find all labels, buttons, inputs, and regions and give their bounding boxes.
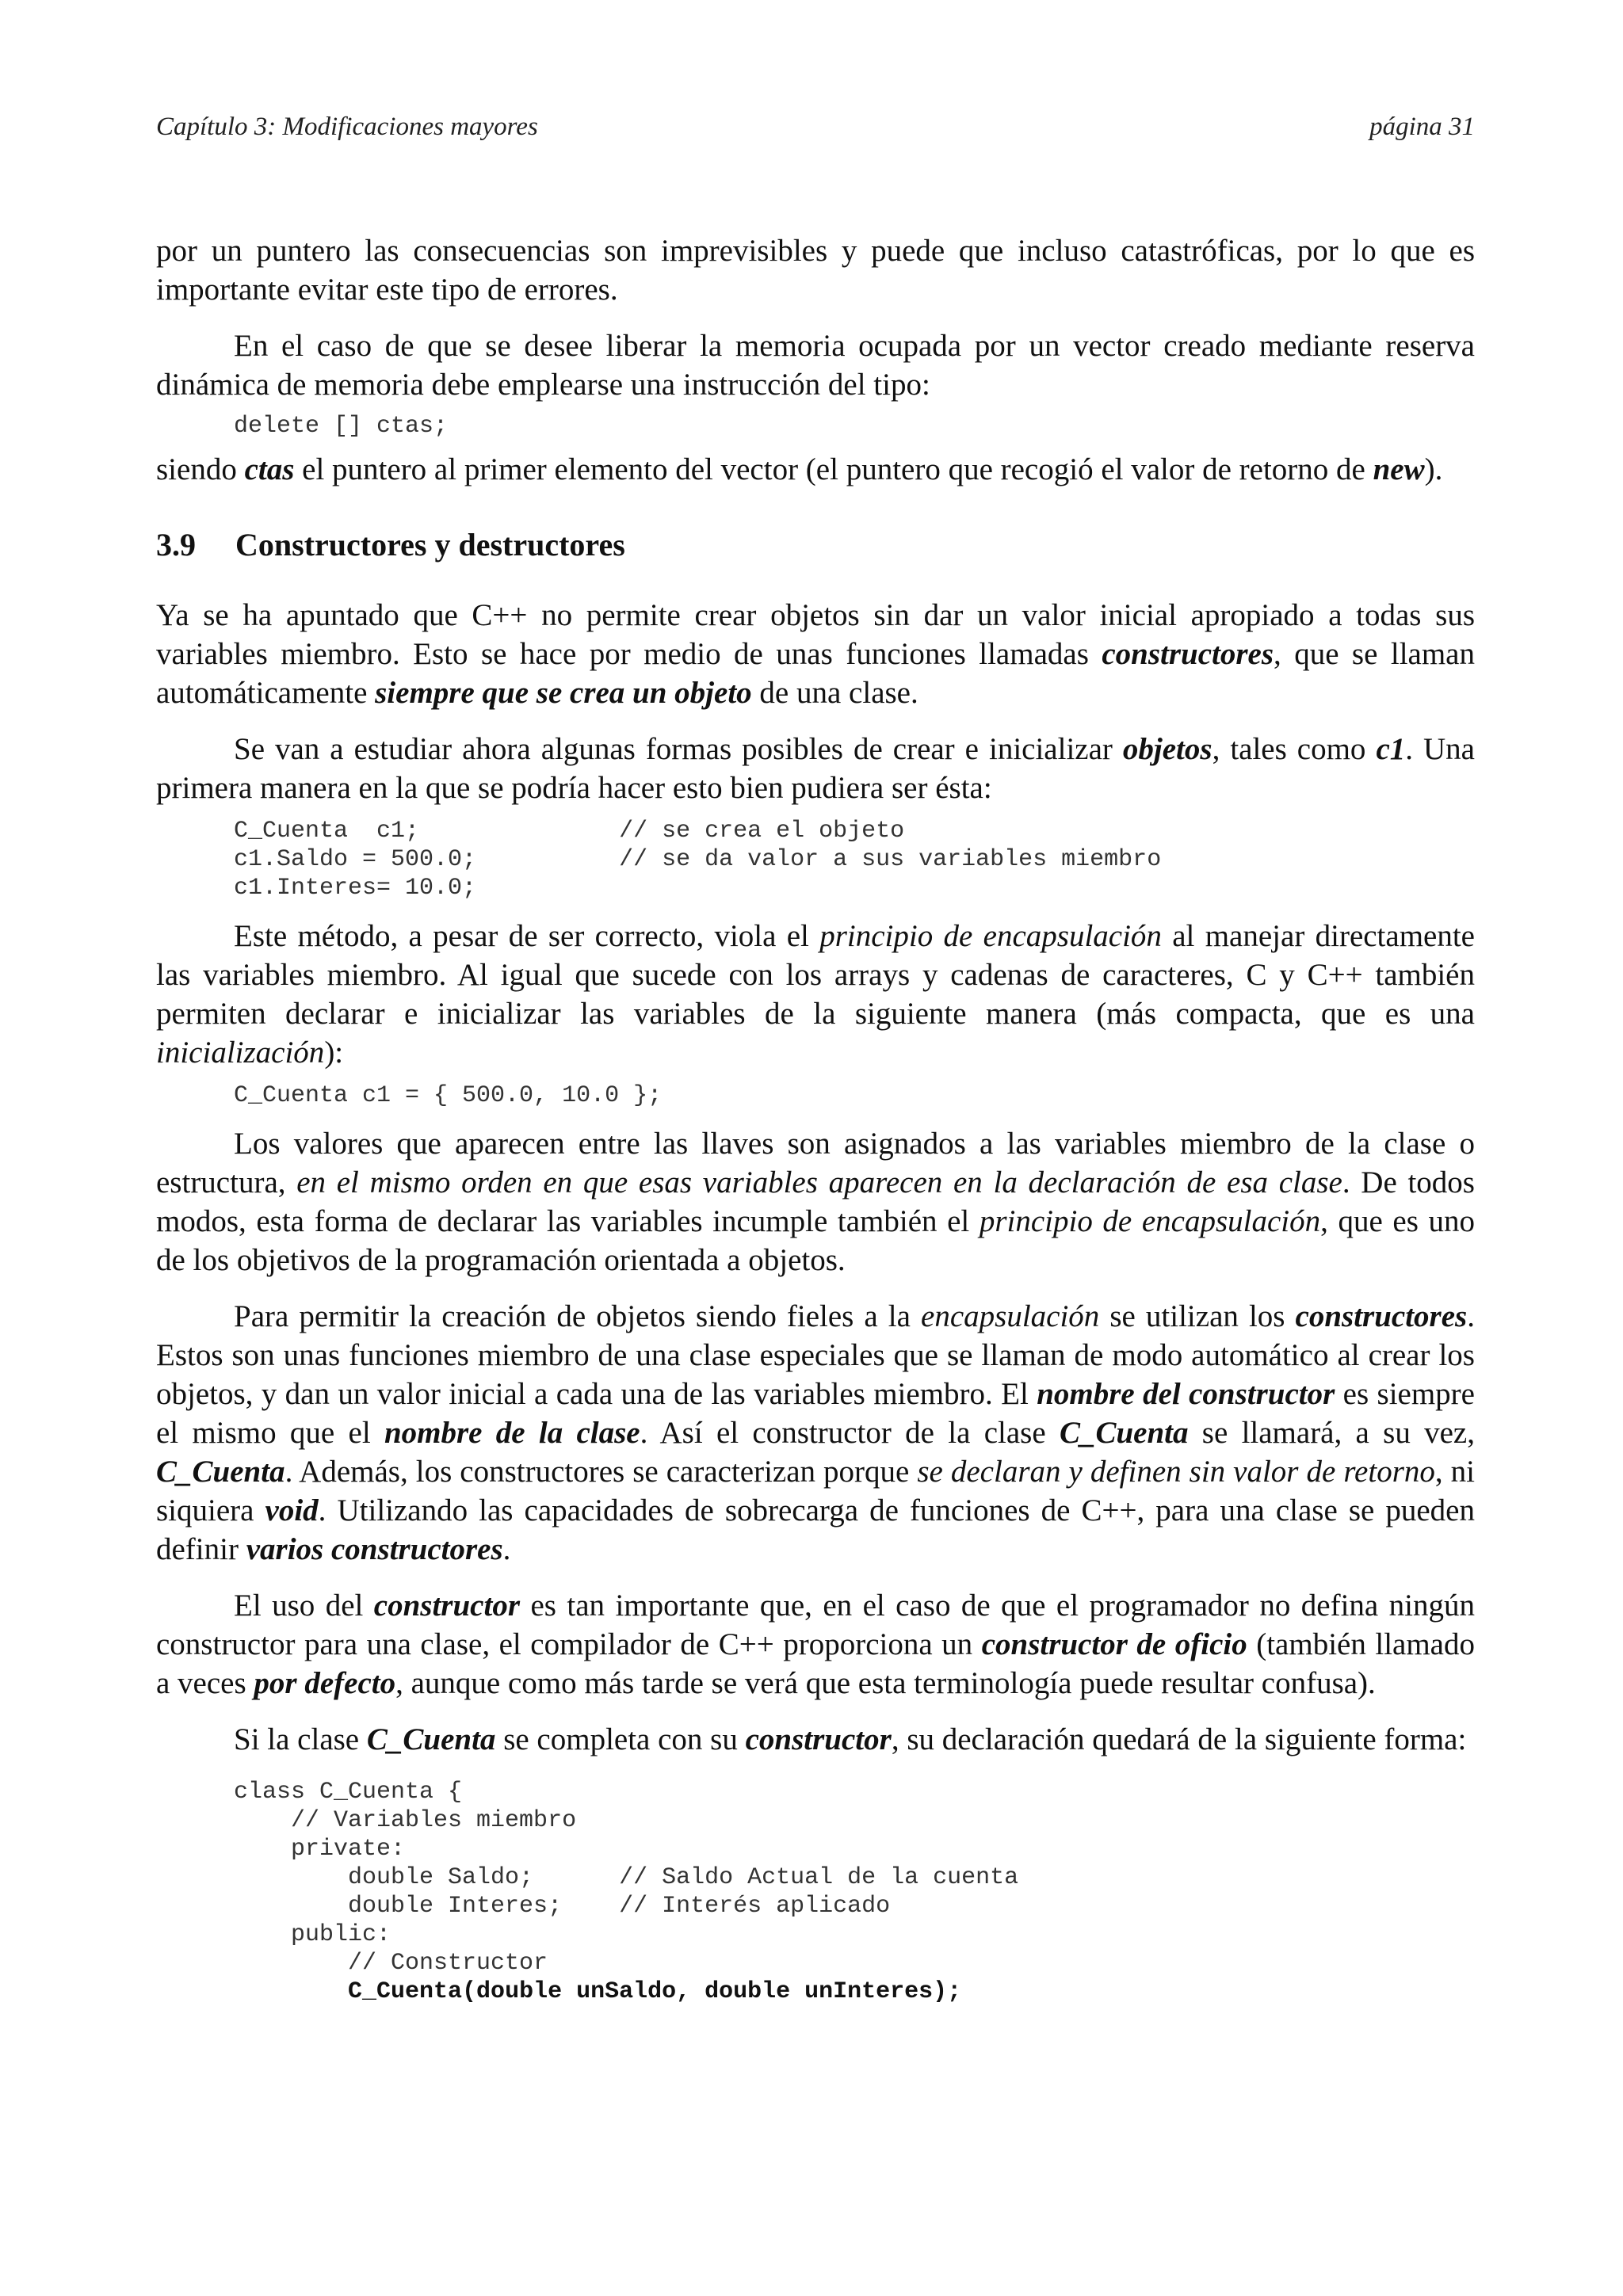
code-block: C_Cuenta c1 = { 500.0, 10.0 }; <box>234 1082 663 1109</box>
emphasis: varios constructores <box>246 1532 503 1566</box>
emphasis: void <box>265 1493 319 1527</box>
paragraph: Se van a estudiar ahora algunas formas posibles de crear e inicializar objetos, tales como c1. Una primera manera en la que se podría hacer esto bien pudiera ser ésta: <box>156 732 1475 805</box>
emphasis: principio de encapsulación <box>819 919 1162 953</box>
emphasis: constructores <box>1295 1299 1468 1333</box>
code-block <box>234 1778 1475 2006</box>
code-block: delete [] ctas; <box>234 413 449 440</box>
emphasis: en el mismo orden en que esas variables aparecen en la declaración de esa clase <box>296 1165 1342 1199</box>
section-number: 3.9 <box>156 527 196 563</box>
emphasis: C_Cuenta <box>366 1722 496 1756</box>
code-block: C_Cuenta c1; // se crea el objeto c1.Saldo = 500.0; // se da valor a sus variables miembro c1.Interes= 10.0; <box>234 818 1162 902</box>
paragraph: En el caso de que se desee liberar la memoria ocupada por un vector creado mediante reserva dinámica de memoria debe emplearse una instrucción del tipo: <box>156 329 1475 402</box>
emphasis: se declaran y definen sin valor de retorno <box>917 1455 1435 1489</box>
emphasis: nombre de la clase <box>384 1416 640 1450</box>
emphasis: por defecto <box>254 1666 396 1700</box>
emphasis: C_Cuenta <box>156 1455 285 1489</box>
emphasis: siempre que se crea un objeto <box>375 676 752 710</box>
emphasis: encapsulación <box>921 1299 1100 1333</box>
paragraph: El uso del constructor es tan importante que, en el caso de que el programador no defina ningún constructor para una clase, el compilador de C++ proporciona un constructor de oficio (también llamado a veces por defecto, aunque como más tarde se verá que esta terminología puede resultar confusa). <box>156 1589 1475 1700</box>
emphasis: constructor <box>745 1722 892 1756</box>
emphasis: objetos <box>1122 732 1212 766</box>
chapter-title: Capítulo 3: Modificaciones mayores <box>156 113 538 141</box>
paragraph: Ya se ha apuntado que C++ no permite crear objetos sin dar un valor inicial apropiado a todas sus variables miembro. Esto se hace por medio de unas funciones llamadas constructores, que se llaman automáticamente siempre que se crea un objeto de una clase. <box>156 598 1475 710</box>
emphasis: new <box>1373 452 1425 486</box>
page-content <box>156 231 1475 2006</box>
emphasis: nombre del constructor <box>1037 1377 1335 1411</box>
paragraph: siendo ctas el puntero al primer elemento del vector (el puntero que recogió el valor de retorno de new). <box>156 452 1443 486</box>
emphasis: constructor de oficio <box>981 1627 1247 1661</box>
emphasis: principio de encapsulación <box>979 1204 1321 1238</box>
emphasis: constructor <box>373 1589 520 1623</box>
paragraph: por un puntero las consecuencias son imprevisibles y puede que incluso catastróficas, por lo que es importante evitar este tipo de errores. <box>156 234 1475 307</box>
emphasis: c1 <box>1376 732 1406 766</box>
section-title: Constructores y destructores <box>235 527 625 563</box>
paragraph: Si la clase C_Cuenta se completa con su constructor, su declaración quedará de la siguiente forma: <box>234 1722 1467 1756</box>
paragraph: Para permitir la creación de objetos siendo fieles a la encapsulación se utilizan los constructores. Estos son unas funciones miembro de una clase especiales que se llaman de modo automático al crear los objetos, y dan un valor inicial a cada una de las variables miembro. El nombre del constructor es siempre el mismo que el nombre de la clase. Así el constructor de la clase C_Cuenta se llamará, a su vez, C_Cuenta. Además, los constructores se caracterizan porque se declaran y definen sin valor de retorno, ni siquiera void. Utilizando las capacidades de sobrecarga de funciones de C++, para una clase se pueden definir varios constructores. <box>156 1299 1475 1566</box>
emphasis: C_Cuenta <box>1059 1416 1189 1450</box>
paragraph: Este método, a pesar de ser correcto, viola el principio de encapsulación al manejar directamente las variables miembro. Al igual que sucede con los arrays y cadenas de caracteres, C y C++ también permiten declarar e inicializar las variables de la siguiente manera (más compacta, que es una inicialización): <box>156 919 1475 1070</box>
emphasis: inicialización <box>156 1035 325 1070</box>
section-heading <box>156 525 1475 564</box>
page-number: página 31 <box>1369 113 1475 141</box>
constructor-declaration: C_Cuenta(double unSaldo, double unInteres); <box>348 1978 962 2005</box>
paragraph: Los valores que aparecen entre las llaves son asignados a las variables miembro de la clase o estructura, en el mismo orden en que esas variables aparecen en la declaración de esa clase. De todos modos, esta forma de declarar las variables incumple también el principio de encapsulación, que es uno de los objetivos de la programación orientada a objetos. <box>156 1127 1475 1277</box>
code-text: class C_Cuenta { // Variables miembro private: double Saldo; // Saldo Actual de la cuenta double Interes; // Interés aplicado public: // Constructor <box>234 1779 1019 1977</box>
emphasis: constructores <box>1102 637 1274 671</box>
emphasis: ctas <box>244 452 295 486</box>
